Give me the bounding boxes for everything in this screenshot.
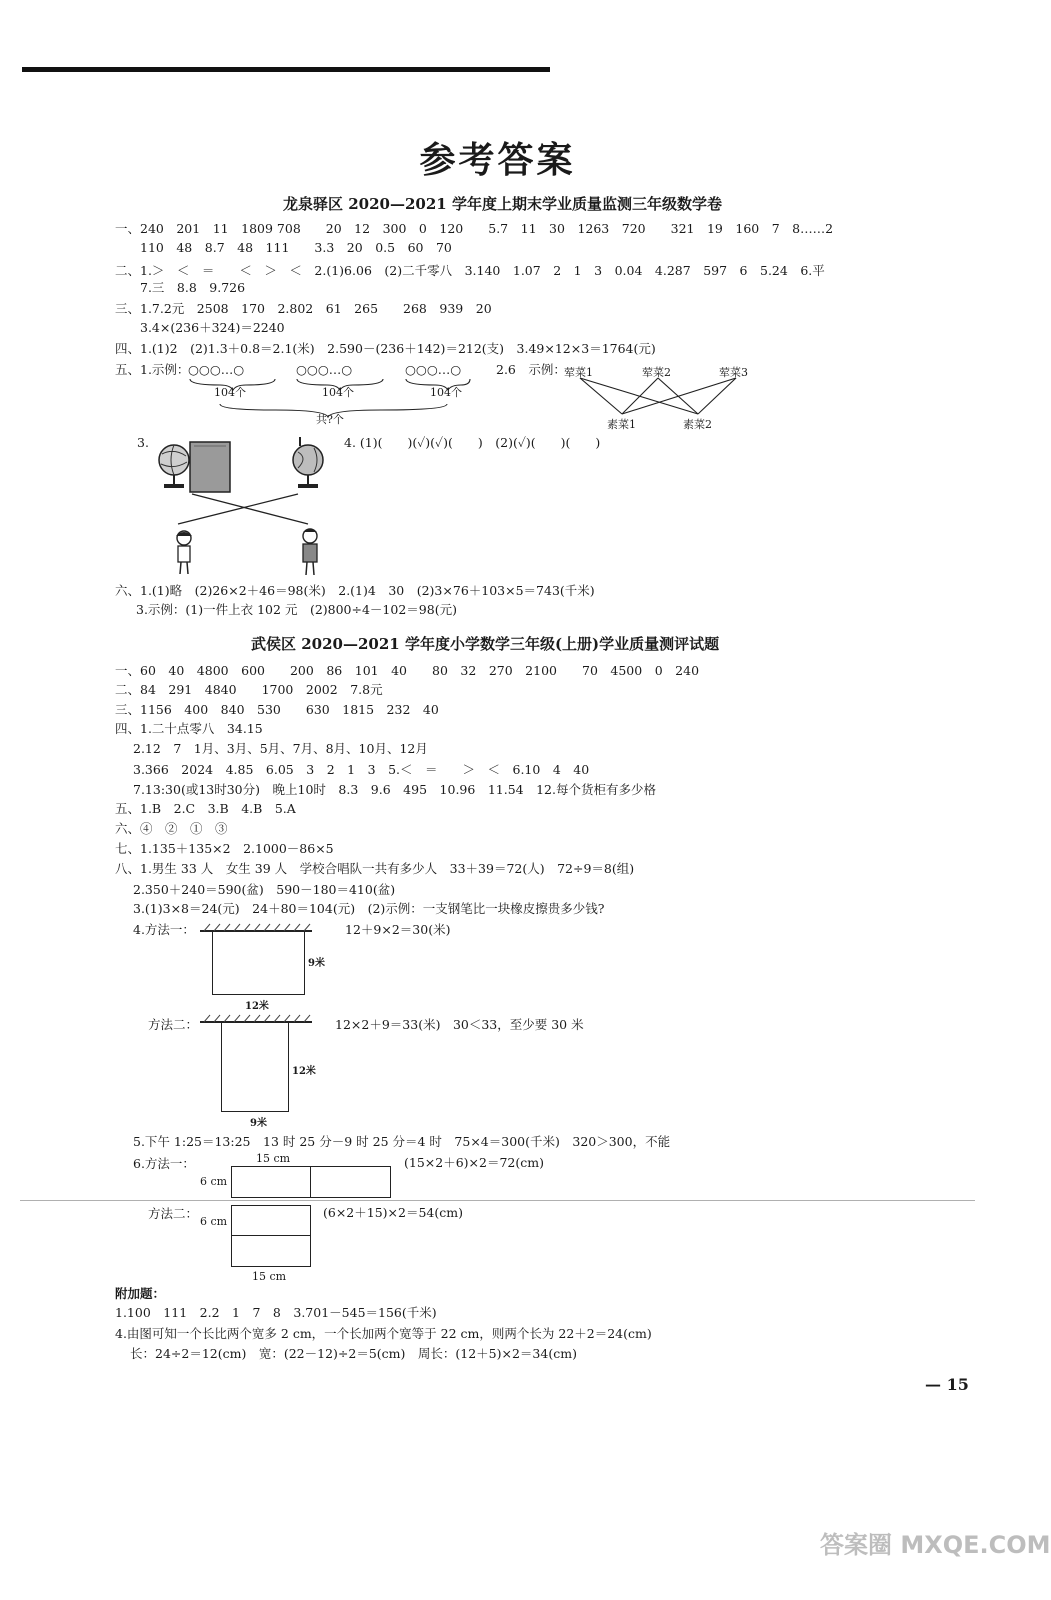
veg-dish-2: 素菜2	[683, 418, 712, 431]
s2-q5-line: 5.下午 1:25＝13:25 13 时 25 分－9 时 25 分＝4 时 75×4＝300(千米) 320＞300，不能	[133, 1134, 671, 1149]
s2-line-12: 2.350＋240＝590(盆) 590－180＝410(盆)	[133, 882, 396, 897]
m2-lead: 方法二：	[148, 1017, 199, 1032]
circle-group-1: ○○○…○	[188, 362, 245, 377]
s1-q4-line: 四、1.(1)2 (2)1.3＋0.8＝2.1(米) 2.590－(236＋142)＝212(支) 3.49×12×3＝1764(元)	[115, 341, 656, 356]
q6-m2-lead: 方法二：	[148, 1206, 199, 1221]
top-rule	[22, 67, 550, 72]
m1-side-label: 9米	[308, 958, 325, 969]
q6-m1-lead: 6.方法一：	[133, 1156, 195, 1171]
dish-match-lines	[560, 376, 770, 418]
q6-m2-bottom-label: 15 cm	[252, 1270, 287, 1283]
m1-formula: 12＋9×2＝30(米)	[345, 922, 451, 937]
section1-heading: 龙泉驿区 2020—2021 学年度上期末学业质量监测三年级数学卷	[283, 195, 722, 213]
m2-bottom-label: 9米	[250, 1118, 267, 1129]
s2-line-2: 二、84 291 4840 1700 2002 7.8元	[115, 682, 383, 697]
q6-m1-divider	[310, 1166, 311, 1198]
q6-m1-top-label: 15 cm	[256, 1152, 291, 1165]
fence-rect-1	[212, 931, 305, 995]
s1-q6-line1: 六、1.(1)略 (2)26×2＋46＝98(米) 2.(1)4 30 (2)3×76＋103×5＝743(千米)	[115, 583, 595, 598]
s2-line-3: 三、1156 400 840 530 630 1815 232 40	[115, 702, 439, 717]
child-girl-icon	[176, 531, 192, 574]
scan-crease-line	[20, 1200, 975, 1201]
globe-icon	[159, 445, 189, 488]
s1-q6-line2: 3.示例：(1)一件上衣 102 元 (2)800÷4－102＝98(元)	[136, 602, 457, 617]
child-boy-icon	[303, 529, 317, 575]
globe-side-icon	[293, 437, 323, 488]
s2-line-8: 五、1.B 2.C 3.B 4.B 5.A	[115, 801, 296, 816]
s1-q3-line2: 3.4×(236＋324)＝2240	[140, 320, 285, 335]
veg-dish-1: 素菜1	[607, 418, 636, 431]
m2-formula: 12×2＋9＝33(米) 30＜33，至少要 30 米	[335, 1017, 584, 1032]
s1-q1-line2: 110 48 8.7 48 111 3.3 20 0.5 60 70	[140, 240, 452, 255]
m1-bottom-label: 12米	[245, 1001, 269, 1012]
extra-line-1: 1.100 111 2.2 1 7 8 3.701－545＝156(千米)	[115, 1305, 437, 1320]
book-icon	[190, 442, 230, 492]
s2-line-10: 七、1.135＋135×2 2.1000－86×5	[115, 841, 334, 856]
s2-line-5: 2.12 7 1月、3月、5月、7月、8月、10月、12月	[133, 741, 428, 756]
s2-line-11: 八、1.男生 33 人 女生 39 人 学校合唱队一共有多少人 33＋39＝72(人) 72÷9＝8(组)	[115, 861, 635, 876]
s2-line-9: 六、④ ② ① ③	[115, 821, 228, 836]
group-label-1: 104个	[214, 386, 246, 399]
page-number: — 15	[925, 1375, 969, 1394]
meat-dish-2: 荤菜2	[642, 366, 671, 379]
s2-line-4: 四、1.二十点零八 34.15	[115, 721, 263, 736]
view-matching-figure	[148, 432, 338, 582]
s1-q5-2: 2.6 示例：	[496, 362, 566, 377]
s2-line-6: 3.366 2024 4.85 6.05 3 2 1 3 5.＜ ＝ ＞ ＜ 6.10 4 40	[133, 762, 590, 777]
extra-line-3: 长：24÷2＝12(cm) 宽：(22－12)÷2＝5(cm) 周长：(12＋5)×2＝34(cm)	[130, 1346, 577, 1361]
s1-q5-4: 4. (1)( )(✓)(✓)( ) (2)(✓)( )( )	[344, 435, 601, 450]
s1-q1-line1: 一、240 201 11 1809 708 20 12 300 0 120 5.7 11 30 1263 720 321 19 160 7 8……2	[115, 221, 834, 236]
q6-m2-rect	[231, 1205, 311, 1267]
q6-m1-rect	[231, 1166, 391, 1198]
meat-dish-1: 荤菜1	[564, 366, 593, 379]
s1-q3-line1: 三、1.7.2元 2508 170 2.802 61 265 268 939 20	[115, 301, 492, 316]
section2-heading: 武侯区 2020—2021 学年度小学数学三年级(上册)学业质量测评试题	[251, 635, 720, 653]
q6-m1-side-label: 6 cm	[200, 1175, 228, 1188]
q6-m2-side-label: 6 cm	[200, 1215, 228, 1228]
m1-lead: 4.方法一：	[133, 922, 195, 937]
m2-side-label: 12米	[292, 1066, 316, 1077]
q6-m1-formula: (15×2＋6)×2＝72(cm)	[404, 1155, 544, 1170]
circle-group-3: ○○○…○	[405, 362, 462, 377]
extra-line-2: 4.由图可知一个长比两个宽多 2 cm，一个长加两个宽等于 22 cm，则两个长为 22＋2＝24(cm)	[115, 1326, 652, 1341]
watermark-logo: 答案圈 MXQE.COM	[820, 1531, 1051, 1559]
circle-group-2: ○○○…○	[296, 362, 353, 377]
q6-m2-formula: (6×2＋15)×2＝54(cm)	[323, 1205, 463, 1220]
group-label-3: 104个	[430, 386, 462, 399]
s1-q5-lead: 五、1.示例：	[115, 362, 190, 377]
meat-dish-3: 荤菜3	[719, 366, 748, 379]
page-title: 参考答案	[419, 139, 576, 181]
s1-q2-line2: 7.三 8.8 9.726	[140, 280, 246, 295]
s2-line-7: 7.13:30(或13时30分) 晚上10时 8.3 9.6 495 10.96 11.54 12.每个货柜有多少格	[133, 782, 656, 797]
extra-heading: 附加题：	[115, 1286, 166, 1301]
s1-q5-3: 3.	[137, 435, 149, 450]
s1-q2-line1: 二、1.＞ ＜ ＝ ＜ ＞ ＜ 2.(1)6.06 (2)二千零八 3.140 1.07 2 1 3 0.04 4.287 597 6 5.24 6.平	[115, 263, 825, 278]
s2-line-1: 一、60 40 4800 600 200 86 101 40 80 32 270 2100 70 4500 0 240	[115, 663, 700, 678]
s2-line-13: 3.(1)3×8＝24(元) 24＋80＝104(元) (2)示例：一支钢笔比一块橡皮擦贵多少钱?	[133, 901, 605, 916]
group-label-2: 104个	[322, 386, 354, 399]
q6-m2-divider	[231, 1235, 311, 1236]
fence-rect-2	[221, 1022, 289, 1112]
total-label: 共?个	[316, 413, 344, 426]
